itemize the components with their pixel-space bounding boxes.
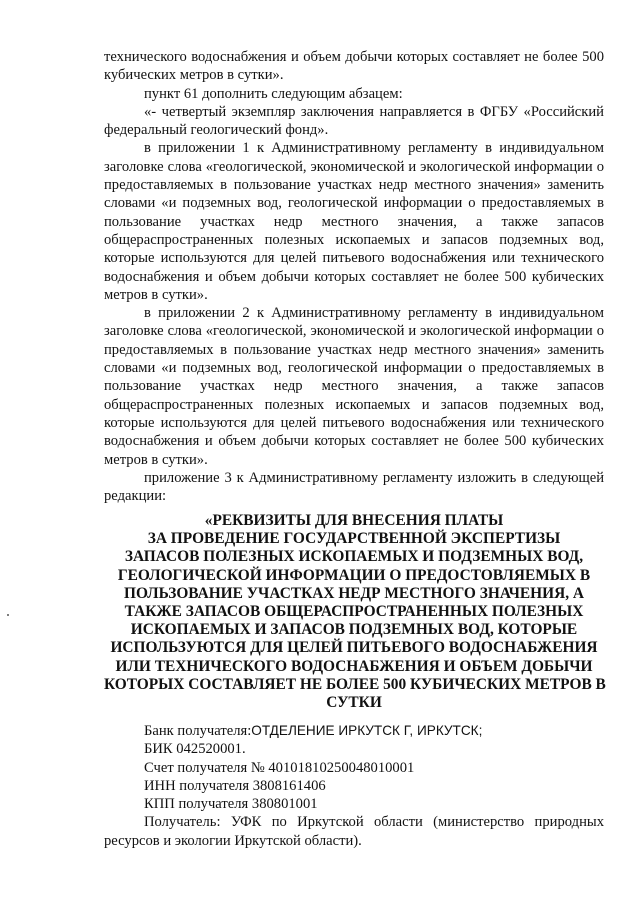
bank-value: ОТДЕЛЕНИЕ ИРКУТСК Г, ИРКУТСК; [251, 723, 483, 738]
heading-line: ПОЛЬЗОВАНИЕ УЧАСТКАХ НЕДР МЕСТНОГО ЗНАЧЕНИЯ, А [123, 584, 585, 602]
paragraph: в приложении 1 к Административному регламенту в индивидуальном заголовке слова «геологической, экономической и экологической информации о предоставляемых в пользование участках недр местного значения» заменить словами «и подземных вод, геологической информации о предоставляемых в пользование участках недр местного значения, а также запасов общераспространенных полезных ископаемых и запасов подземных вод, которые используются для целей питьевого водоснабжения или технического водоснабжения и объем добычи которых составляет не более 500 кубических метров в сутки». [104, 140, 604, 303]
heading-line: «РЕКВИЗИТЫ ДЛЯ ВНЕСЕНИЯ ПЛАТЫ [204, 512, 504, 529]
appendix-heading [104, 512, 604, 712]
heading-line: ИСКОПАЕМЫХ И ЗАПАСОВ ПОДЗЕМНЫХ ВОД, КОТОРЫЕ [130, 621, 578, 639]
heading-line: СУТКИ [326, 694, 382, 712]
heading-line: ИСПОЛЬЗУЮТСЯ ДЛЯ ЦЕЛЕЙ ПИТЬЕВОГО ВОДОСНАБЖЕНИЯ [110, 639, 598, 657]
bik-line: БИК 042520001. [144, 741, 246, 758]
heading-line: КОТОРЫХ СОСТАВЛЯЕТ НЕ БОЛЕЕ 500 КУБИЧЕСКИХ МЕТРОВ В [104, 675, 606, 693]
inn-line: ИНН получателя 3808161406 [144, 777, 326, 794]
paragraph: пункт 61 дополнить следующим абзацем: [144, 85, 403, 102]
paragraph: приложение 3 к Административному регламенту изложить в следующей редакции: [104, 469, 604, 505]
paragraph: «- четвертый экземпляр заключения направляется в ФГБУ «Российский федеральный геологический фонд». [104, 103, 604, 139]
payment-requisites [104, 722, 604, 850]
heading-line: ЗАПАСОВ ПОЛЕЗНЫХ ИСКОПАЕМЫХ И ПОДЗЕМНЫХ ВОД, [124, 548, 584, 566]
document-body [104, 48, 604, 505]
heading-line: ТАКЖЕ ЗАПАСОВ ОБЩЕРАСПРОСТРАНЕННЫХ ПОЛЕЗНЫХ [124, 603, 584, 621]
kpp-line: КПП получателя 380801001 [144, 796, 318, 813]
bank-label: Банк получателя: [144, 723, 252, 739]
recipient-line: Получатель: УФК по Иркутской области (министерство природных ресурсов и экологии Иркутской области). [104, 814, 604, 849]
bank-line [104, 722, 604, 740]
heading-line: ЗА ПРОВЕДЕНИЕ ГОСУДАРСТВЕННОЙ ЭКСПЕРТИЗЫ [147, 530, 561, 548]
paragraph: технического водоснабжения и объем добычи которых составляет не более 500 кубических метров в сутки». [104, 49, 604, 84]
heading-line: ГЕОЛОГИЧЕСКОЙ ИНФОРМАЦИИ О ПРЕДОСТОВЛЯЕМЫХ В [117, 566, 591, 584]
heading-line: ИЛИ ТЕХНИЧЕСКОГО ВОДОСНАБЖЕНИЯ И ОБЪЕМ ДОБЫЧИ [115, 657, 593, 675]
scan-speck [7, 614, 9, 616]
account-line: Счет получателя № 40101810250048010001 [144, 759, 415, 776]
paragraph: в приложении 2 к Административному регламенту в индивидуальном заголовке слова «геологической, экономической и экологической информации о предоставляемых в пользование участках недр местного значения» заменить словами «и подземных вод, геологической информации о предоставляемых в пользование участках недр местного значения, а также запасов общераспространенных полезных ископаемых и запасов подземных вод, которые используются для целей питьевого водоснабжения или технического водоснабжения и объем добычи которых составляет не более 500 кубических метров в сутки». [104, 305, 604, 468]
